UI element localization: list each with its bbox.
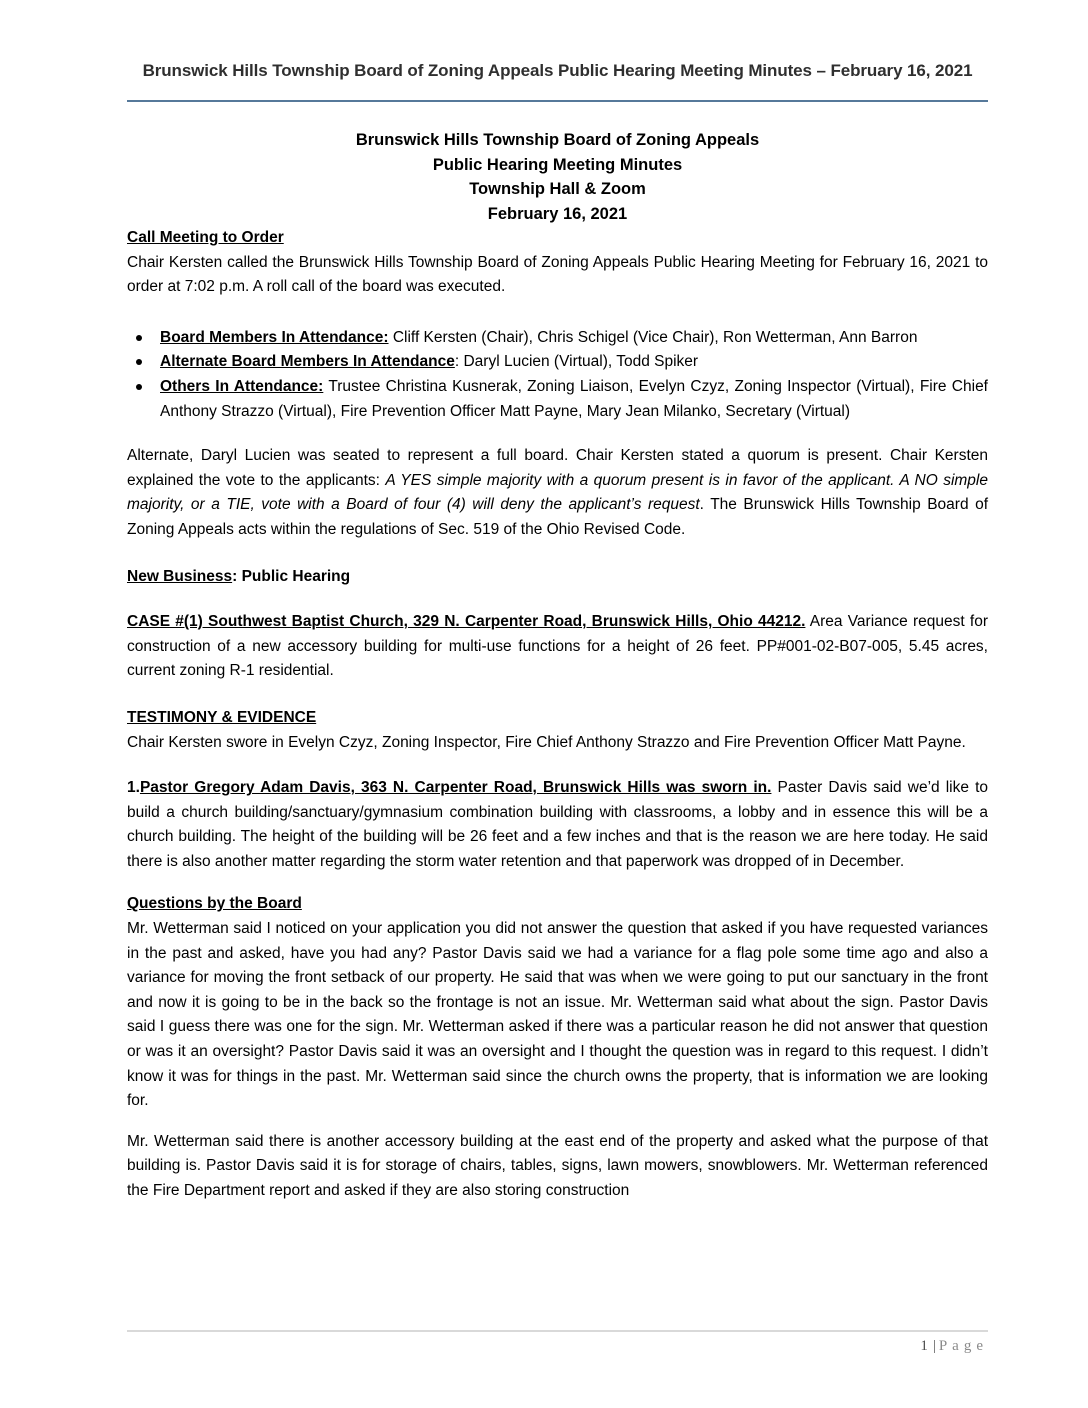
footer-separator: | [932, 1338, 936, 1354]
questions-paragraph-2: Mr. Wetterman said there is another accessory building at the east end of the property and asked what the purpose of that building is. Pastor Davis said it is for storage of chairs, tables, signs, lawn mowers, snowblowers. Mr. Wetterman referenced the Fire Department report and asked if they are also storing construction [127, 1132, 988, 1199]
pastor-sworn-in-label: Pastor Gregory Adam Davis, 363 N. Carpenter Road, Brunswick Hills was sworn in. [139, 779, 772, 797]
pastor-testimony-text: Paster Davis said we’d like to build a church building/sanctuary/gymnasium combination building with classrooms, a lobby and in essence this will be a church building. The height of the building will be 26 feet and a few inches and that is the reason we are here today. He said there is also another matter regarding the storm water retention and that paperwork was dropped of in December. [127, 779, 988, 870]
header-rule [127, 100, 988, 102]
heading-call-meeting-to-order: Call Meeting to Order [127, 229, 284, 246]
bullet-icon [136, 335, 142, 341]
case-1-paragraph [127, 610, 988, 684]
alternate-members-label: Alternate Board Members In Attendance [160, 353, 455, 371]
others-label: Others In Attendance: [160, 377, 324, 395]
board-members-text: Cliff Kersten (Chair), Chris Schigel (Vice Chair), Ron Wetterman, Ann Barron [388, 328, 918, 346]
pastor-testimony-paragraph [127, 776, 988, 874]
title-block [127, 128, 988, 226]
bullet-icon [136, 359, 142, 365]
doc-title-line1: Brunswick Hills Township Board of Zoning Appeals [355, 131, 760, 149]
footer-page-label [127, 1338, 988, 1355]
case-1-title: CASE #(1) Southwest Baptist Church, 329 N. Carpenter Road, Brunswick Hills, Ohio 44212. [127, 613, 806, 631]
quorum-tail: . The Brunswick Hills Township Board of Zoning Appeals acts within the regulations of Sec. 519 of the Ohio Revised Code. [127, 496, 989, 538]
doc-title-line4: February 16, 2021 [487, 204, 628, 223]
heading-questions-by-board: Questions by the Board [127, 895, 302, 913]
heading-testimony-evidence: TESTIMONY & EVIDENCE [127, 708, 317, 726]
bullet-board-members [127, 326, 988, 351]
questions-paragraph-1: Mr. Wetterman said I noticed on your application you did not answer the question that asked if you have requested variances in the past and asked, have you had any? Pastor Davis said we had a variance for a flag pole some time ago and also a variance for moving the front setback of our property. He said that was when we were going to put our sanctuary in the front and now it is going to be in the back so the frontage is not an issue. Mr. Wetterman said what about the sign. Pastor Davis said I guess there was one for the sign. Mr. Wetterman asked if there was a particular reason he did not answer that question or was it an oversight? Pastor Davis said it was an oversight and I thought the question was in regard to this request. I didn’t know it was for things in the past. Mr. Wetterman said since the church owns the property, that is information we are looking for. [127, 920, 988, 1110]
others-text: Trustee Christina Kusnerak, Zoning Liaison, Evelyn Czyz, Zoning Inspector (Virtual), Fire Chief Anthony Strazzo (Virtual), Fire Prevention Officer Matt Payne, Mary Jean Milanko, Secretary (Virtual) [160, 377, 988, 420]
bullet-alternate-members [127, 350, 988, 375]
page-footer [127, 1330, 988, 1355]
call-meeting-paragraph: Chair Kersten called the Brunswick Hills Township Board of Zoning Appeals Public Hearing Meeting for February 16, 2021 to order at 7:02 p.m. A roll call of the board was executed. [127, 253, 988, 296]
case-1-text: Area Variance request for construction of a new accessory building for multi-use functions for a height of 26 feet. PP#001-02-B07-005, 5.45 acres, current zoning R-1 residential. [127, 613, 988, 680]
alternate-members-text: : Daryl Lucien (Virtual), Todd Spiker [454, 353, 699, 371]
header-title: Brunswick Hills Township Board of Zoning Appeals Public Hearing Meeting Minutes – February 16, 2021 [142, 61, 973, 80]
pastor-item-number: 1. [127, 779, 140, 797]
footer-page-number: 1 [920, 1338, 930, 1354]
board-members-label: Board Members In Attendance: [160, 328, 389, 346]
testimony-paragraph: Chair Kersten swore in Evelyn Czyz, Zoning Inspector, Fire Chief Anthony Strazzo and Fire Prevention Officer Matt Payne. [127, 733, 966, 751]
footer-rule [127, 1330, 988, 1332]
quorum-lead: Alternate, Daryl Lucien was seated to represent a full board. Chair Kersten stated a quorum is present. Chair Kersten explained the vote to the applicants: [127, 447, 988, 489]
quorum-paragraph [127, 444, 988, 542]
doc-title-line3: Township Hall & Zoom [469, 180, 646, 198]
heading-new-business: New Business: Public Hearing [127, 567, 351, 585]
quorum-vote-rule-italic: A YES simple majority with a quorum present is in favor of the applicant. A NO simple majority, or a TIE, vote with a Board of four (4) will deny the applicant’s request [127, 471, 988, 514]
attendance-bullet-list [127, 326, 988, 424]
footer-page-word: Page [938, 1338, 988, 1354]
bullet-icon [136, 384, 142, 390]
bullet-others [127, 375, 988, 424]
new-business-rest: : Public Hearing [232, 567, 351, 585]
doc-title-line2: Public Hearing Meeting Minutes [432, 155, 683, 174]
